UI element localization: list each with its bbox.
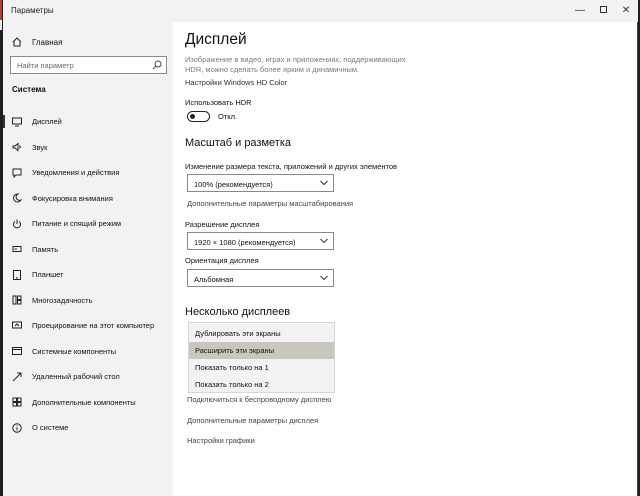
- sidebar-item-label: Фокусировка внимания: [32, 193, 113, 203]
- sidebar-item-focus[interactable]: [3, 186, 173, 212]
- sidebar-item-label: Уведомления и действия: [32, 168, 120, 178]
- title-bar: [3, 0, 638, 22]
- close-button[interactable]: ✕: [621, 5, 631, 16]
- hdr-toggle[interactable]: [187, 111, 210, 122]
- sidebar-item-multitasking[interactable]: [3, 288, 173, 314]
- power-icon: [12, 219, 22, 229]
- advanced-display-link[interactable]: Дополнительные параметры дисплея: [187, 416, 319, 425]
- sidebar-item-label: Проецирование на этот компьютер: [32, 321, 155, 331]
- window-title: Параметры: [11, 6, 54, 15]
- advanced-scaling-link[interactable]: Дополнительные параметры масштабирования: [187, 199, 354, 208]
- orientation-label: Ориентация дисплея: [185, 256, 259, 265]
- sidebar-item-label: Питание и спящий режим: [32, 219, 122, 229]
- settings-window: [3, 0, 638, 496]
- home-label: Главная: [32, 37, 63, 47]
- background-window-text: [0, 20, 2, 30]
- speaker-icon: [12, 142, 22, 152]
- orientation-value: Альбомная: [194, 274, 234, 284]
- sidebar-item-power[interactable]: [3, 211, 173, 237]
- multi-display-dropdown-list: [188, 322, 335, 393]
- sidebar-item-about[interactable]: [3, 415, 173, 441]
- sidebar-item-label: Дополнительные компоненты: [32, 397, 136, 407]
- sidebar-item-label: Память: [32, 244, 59, 254]
- search-icon[interactable]: [152, 60, 162, 70]
- resolution-value: 1920 × 1080 (рекомендуется): [194, 237, 296, 247]
- page-title: Дисплей: [185, 31, 247, 48]
- search-box[interactable]: [10, 56, 167, 74]
- sidebar-item-label: О системе: [32, 423, 69, 433]
- resolution-dropdown[interactable]: [187, 232, 334, 250]
- remote-desktop-icon: [12, 372, 22, 382]
- multi-display-section-title: Несколько дисплеев: [185, 306, 291, 318]
- optional-features-icon: [12, 397, 22, 407]
- scale-section-title: Масштаб и разметка: [185, 137, 291, 149]
- scale-dropdown[interactable]: [187, 174, 334, 192]
- notification-icon: [12, 168, 22, 178]
- scale-value: 100% (рекомендуется): [194, 179, 273, 189]
- sidebar-item-label: Удаленный рабочий стол: [32, 372, 120, 382]
- sidebar-item-tablet[interactable]: [3, 262, 173, 288]
- maximize-button[interactable]: [595, 3, 611, 19]
- home-link[interactable]: [12, 35, 62, 49]
- sidebar-item-notifications[interactable]: [3, 160, 173, 186]
- sidebar-item-sound[interactable]: [3, 135, 173, 161]
- projection-icon: [12, 321, 22, 331]
- dropdown-option-show-only-1[interactable]: Показать только на 1: [195, 363, 269, 372]
- sidebar-item-projection[interactable]: [3, 313, 173, 339]
- sidebar-item-components[interactable]: [3, 339, 173, 365]
- minimize-button[interactable]: —: [575, 5, 585, 16]
- info-icon: [12, 423, 22, 433]
- search-placeholder: Найти параметр: [17, 61, 74, 70]
- sidebar: [3, 22, 173, 496]
- hd-color-link[interactable]: Настройки Windows HD Color: [185, 78, 288, 87]
- orientation-dropdown[interactable]: [187, 269, 334, 287]
- section-header: Система: [12, 85, 46, 94]
- resolution-label: Разрешение дисплея: [185, 220, 260, 229]
- sidebar-item-optional-features[interactable]: [3, 390, 173, 416]
- monitor-icon: [12, 117, 22, 127]
- home-icon: [12, 37, 22, 47]
- storage-icon: [12, 244, 22, 254]
- multitasking-icon: [12, 295, 22, 305]
- hdr-label: Использовать HDR: [185, 98, 252, 107]
- maximize-icon: [600, 6, 607, 13]
- toggle-knob: [190, 114, 195, 119]
- moon-icon: [12, 193, 22, 203]
- hdr-description: Изображение в видео, играх и приложениях, поддерживающих HDR, можно сделать более ярким и динамичным.: [185, 55, 406, 74]
- dropdown-option-extend[interactable]: Расширить эти экраны: [189, 342, 334, 359]
- sidebar-item-label: Дисплей: [32, 117, 62, 127]
- sidebar-item-storage[interactable]: [3, 237, 173, 263]
- sidebar-item-label: Системные компоненты: [32, 346, 117, 356]
- sidebar-item-remote-desktop[interactable]: [3, 364, 173, 390]
- wireless-display-link[interactable]: Подключиться к беспроводному дисплею: [187, 395, 332, 404]
- chevron-down-icon: [320, 238, 328, 244]
- sidebar-item-label: Планшет: [32, 270, 64, 280]
- hdr-toggle-state: Откл.: [218, 112, 238, 121]
- sidebar-item-label: Звук: [32, 142, 48, 152]
- components-icon: [12, 346, 22, 356]
- tablet-icon: [12, 270, 22, 280]
- sidebar-nav: [3, 109, 173, 441]
- dropdown-option-duplicate[interactable]: Дублировать эти экраны: [195, 329, 281, 338]
- scale-label: Изменение размера текста, приложений и других элементов: [185, 162, 398, 171]
- graphics-settings-link[interactable]: Настройки графики: [187, 436, 255, 445]
- sidebar-item-label: Многозадачность: [32, 295, 93, 305]
- chevron-down-icon: [320, 180, 328, 186]
- dropdown-option-show-only-2[interactable]: Показать только на 2: [195, 380, 269, 389]
- sidebar-item-display[interactable]: [3, 109, 173, 135]
- chevron-down-icon: [320, 275, 328, 281]
